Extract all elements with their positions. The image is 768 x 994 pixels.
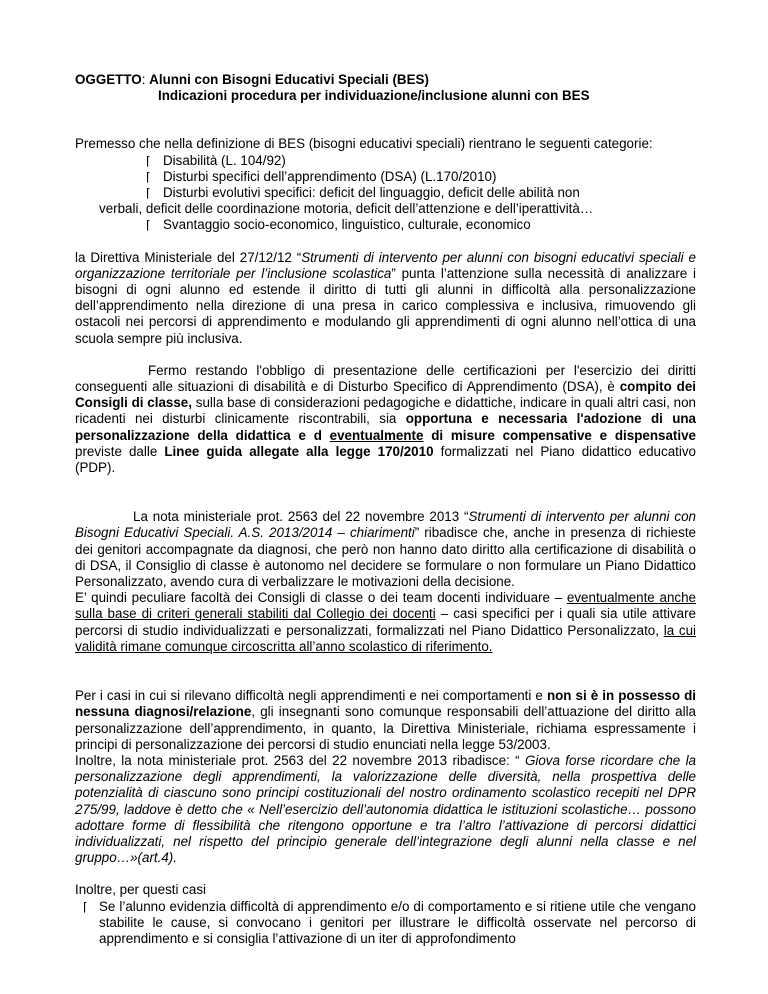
bullet-icon: ⌈ bbox=[146, 186, 151, 201]
bullet-icon: ⌈ bbox=[146, 153, 151, 168]
subject-line-2: Indicazioni procedura per individuazione/inclusione alunni con BES bbox=[158, 88, 590, 104]
intro-text: Premesso che nella definizione di BES (bisogni educativi speciali) rientrano le seguenti categorie: bbox=[75, 136, 653, 152]
bullet-icon: ⌈ bbox=[146, 218, 151, 233]
subject-label: OGGETTO bbox=[75, 72, 142, 87]
category-item: ⌈ Svantaggio socio-economico, linguistico, culturale, economico bbox=[146, 217, 531, 233]
category-item: ⌈ Disturbi specifici dell’apprendimento (DSA) (L.170/2010) bbox=[146, 168, 497, 184]
document-page bbox=[75, 72, 696, 947]
paragraph-directive: la Direttiva Ministeriale del 27/12/12 “Strumenti di intervento per alunni con bisogni educativi speciali e organizzazione territoriale per l’inclusione scolastica” punta l’attenzione sulla necessità di analizzare i bisogni di ogni alunno ed estende il diritto di tutti gli alunni in difficoltà alla personalizzazione dell’apprendimento nella direzione di una presa in carico complessiva e inclusiva, rimuovendo gli ostacoli nei percorsi di apprendimento e modulando gli apprendimenti di ogni alunno nell’ottica di una scuola sempre più inclusiva. bbox=[75, 249, 696, 346]
paragraph-inoltre: Inoltre, per questi casi bbox=[75, 882, 206, 898]
subject-title: Alunni con Bisogni Educativi Speciali (BES) bbox=[149, 72, 429, 87]
intro-block bbox=[75, 136, 696, 233]
category-item-continuation: verbali, deficit delle coordinazione motoria, deficit dell’attenzione e dell’iperattività… bbox=[99, 201, 594, 217]
bullet-icon: ⌈ bbox=[83, 899, 88, 914]
category-item: ⌈ Disabilità (L. 104/92) bbox=[146, 152, 286, 168]
paragraph-certifications: Fermo restando l'obbligo di presentazione delle certificazioni per l'esercizio dei diritti conseguenti alle situazioni di disabilità e di Disturbo Specifico di Apprendimento (DSA), è compito dei Consigli di classe, sulla base di considerazioni pedagogiche e didattiche, indicare in quali altri casi, non ricadenti nei disturbi clinicamente riscontrabili, sia opportuna e necessaria l'adozione di una personalizzazione della didattica e d eventualmente di misure compensative e dispensative previste dalle Linee guida allegate alla legge 170/2010 formalizzati nel Piano didattico educativo (PDP). bbox=[75, 362, 696, 476]
paragraph-nota-ministeriale: La nota ministeriale prot. 2563 del 22 novembre 2013 “Strumenti di intervento per alunni con Bisogni Educativi Speciali. A.S. 2013/2014 – chiarimenti” ribadisce che, anche in presenza di richieste dei genitori accompagnate da diagnosi, che però non hanno dato diritto alla certificazione di disabilità o di DSA, il Consiglio di classe è autonomo nel decidere se formulare o non formulare un Piano Didattico Personalizzato, avendo cura di verbalizzare le motivazioni della decisione. bbox=[75, 509, 696, 590]
bullet-icon: ⌈ bbox=[146, 169, 151, 184]
category-item: ⌈ Disturbi evolutivi specifici: deficit del linguaggio, deficit delle abilità non bbox=[146, 185, 580, 201]
subject-block bbox=[75, 72, 696, 104]
procedure-item: ⌈ Se l’alunno evidenzia difficoltà di apprendimento e/o di comportamento e si ritiene utile che vengano stabilite le cause, si convocano i genitori per illustrare le difficoltà osservate nel percorso di apprendimento e si consiglia l’attivazione di un iter di approfondimento bbox=[83, 898, 696, 946]
paragraph-citazione: Inoltre, la nota ministeriale prot. 2563 del 22 novembre 2013 ribadisce: “ Giova forse ricordare che la personalizzazione degli apprendimenti, la valorizzazione delle diversità, nella prospettiva delle potenzialità di ciascuno sono principi costituzionali del nostro ordinamento scolastico recepiti nel DPR 275/99, laddove è detto che « Nell’esercizio dell’autonomia didattica le istituzioni scolastiche… possono adottare forme di flessibilità che ritengono opportune e tra l’altro l’attivazione di percorsi didattici individualizzati, nel rispetto del principio generale dell’integrazione degli alunni nella classe e nel gruppo…»(art.4). bbox=[75, 752, 697, 866]
paragraph-facolta: E’ quindi peculiare facoltà dei Consigli di classe o dei team docenti individuare – eventualmente anche sulla base di criteri generali stabiliti dal Collegio dei docenti – casi specifici per i quali sia utile attivare percorsi di studio individualizzati e personalizzati, formalizzati nel Piano Didattico Personalizzato, la cui validità rimane comunque circoscritta all’anno scolastico di riferimento. bbox=[75, 590, 696, 654]
subject-colon: : bbox=[141, 72, 150, 87]
paragraph-casi-senza-diagnosi: Per i casi in cui si rilevano difficoltà negli apprendimenti e nei comportamenti e non si è in possesso di nessuna diagnosi/relazione, gli insegnanti sono comunque responsabili dell’attuazione del diritto alla personalizzazione dell’apprendimento, in quanto, la Direttiva Ministeriale, richiama espressamente i principi di personalizzazione dei percorsi di studio enunciati nella legge 53/2003. bbox=[75, 688, 696, 752]
subject-line-1 bbox=[75, 72, 696, 88]
